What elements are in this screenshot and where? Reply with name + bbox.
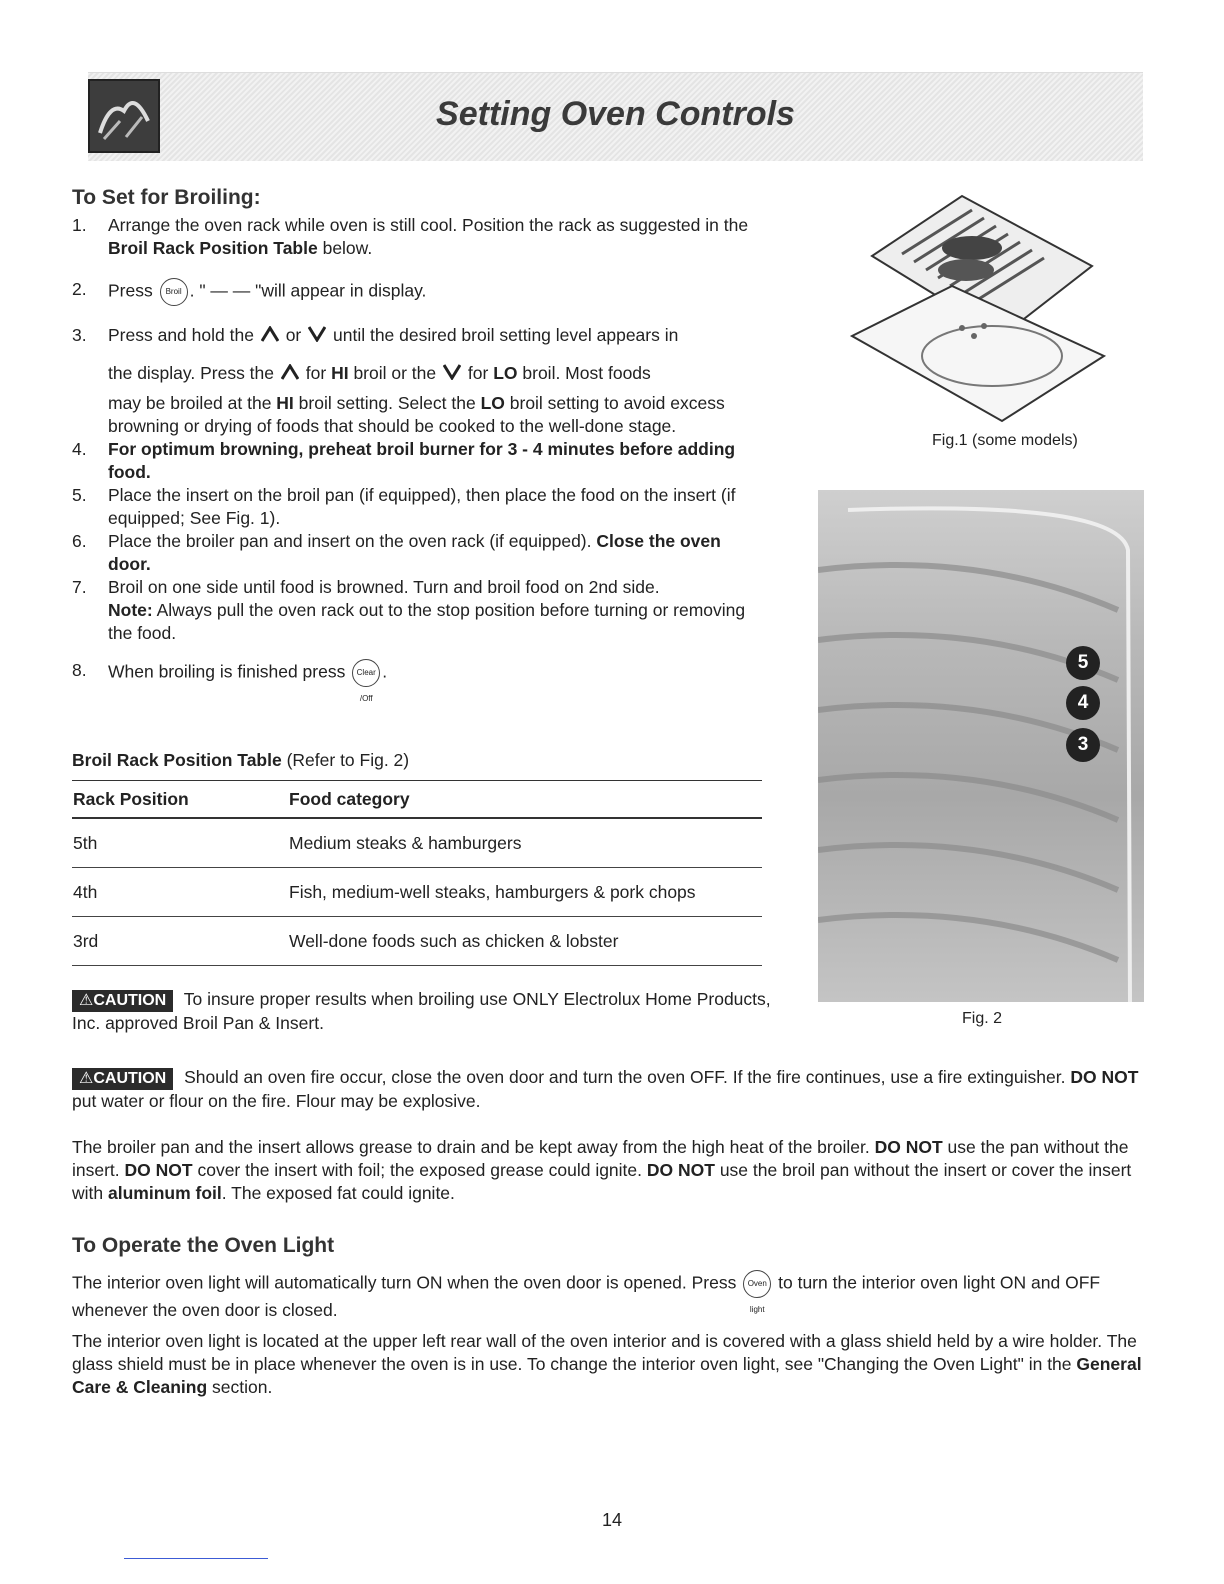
oven-light-heading: To Operate the Oven Light: [72, 1234, 335, 1257]
step-3: 3. Press and hold the or until the desired broil setting level appears in the display. Press the for HI broil or the for LO broil. Most foods may be broiled at the HI broil setting. Select the LO broil setting to avoid excess browning or drying of foods that should be cooked to the well-done stage.: [72, 325, 725, 436]
oven-light-paragraph-1: The interior oven light will automatically turn ON when the oven door is opened. Press Oven light to turn the interior oven light ON and OFF whenever the oven door is closed.: [72, 1270, 1152, 1322]
rack-position-5-badge: 5: [1066, 646, 1100, 680]
rack-position-3-badge: 3: [1066, 728, 1100, 762]
up-arrow-icon: [279, 363, 301, 386]
fig2-caption: Fig. 2: [962, 1010, 1003, 1027]
oven-light-button-icon: Oven light: [743, 1270, 771, 1298]
fig1-caption: Fig.1 (some models): [932, 432, 1078, 449]
broil-pan-illustration: [842, 186, 1114, 426]
table-title: Broil Rack Position Table (Refer to Fig. 2): [72, 750, 410, 770]
step-1: 1. Arrange the oven rack while oven is still cool. Position the rack as suggested in the Broil Rack Position Table below.: [72, 215, 749, 258]
up-arrow-icon: [259, 325, 281, 348]
caution-badge: ⚠CAUTION: [72, 1068, 173, 1090]
caution-broil-pan: ⚠CAUTION To insure proper results when broiling use ONLY Electrolux Home Products, Inc. approved Broil Pan & Insert.: [72, 989, 771, 1033]
table-row: 3rd Well-done foods such as chicken & lobster: [72, 917, 762, 966]
table-row: 5th Medium steaks & hamburgers: [72, 818, 762, 868]
footer-rule: [124, 1558, 268, 1559]
oven-interior-photo: [818, 490, 1144, 1002]
broil-rack-position-table: [72, 780, 762, 966]
down-arrow-icon: [441, 363, 463, 386]
step-2: 2. Press Broil . " — — "will appear in display.: [72, 278, 762, 306]
oven-light-paragraph-2: The interior oven light is located at the upper left rear wall of the oven interior and is covered with a glass shield held by a wire holder. The glass shield must be in place whenever the oven is in use. To change the interior oven light, see "Changing the Oven Light" in the General Care & Cleaning section.: [72, 1331, 1142, 1397]
step-5: 5. Place the insert on the broil pan (if equipped), then place the food on the insert (if equipped; See Fig. 1).: [72, 484, 736, 528]
caution-badge: ⚠CAUTION: [72, 990, 173, 1012]
down-arrow-icon: [306, 325, 328, 348]
broil-button-icon: Broil: [160, 278, 188, 306]
caution-oven-fire: ⚠CAUTION Should an oven fire occur, close the oven door and turn the oven OFF. If the fire continues, use a fire extinguisher. DO NOT put water or flour on the fire. Flour may be explosive.: [72, 1067, 1139, 1111]
step-6: 6. Place the broiler pan and insert on the oven rack (if equipped). Close the oven door.: [72, 530, 721, 574]
column-header-rack-position: Rack Position: [72, 781, 288, 819]
column-header-food-category: Food category: [288, 781, 762, 819]
broiler-pan-paragraph: The broiler pan and the insert allows grease to drain and be kept away from the high heat of the broiler. DO NOT use the pan without the insert. DO NOT cover the insert with foil; the exposed grease could ignite. DO NOT use the broil pan without the insert or cover the insert with aluminum foil. The exposed fat could ignite.: [72, 1137, 1132, 1203]
page-number: 14: [601, 1510, 623, 1530]
section-header-banner: [88, 72, 1143, 161]
step-8: 8. When broiling is finished press Clear /Off.: [72, 659, 388, 703]
page-title: Setting Oven Controls: [436, 95, 795, 133]
step-7: 7. Broil on one side until food is browned. Turn and broil food on 2nd side. Note: Always pull the oven rack out to the stop position before turning or removing the food.: [72, 576, 746, 643]
clear-off-button-icon: Clear /Off: [352, 659, 380, 687]
step-4: 4. For optimum browning, preheat broil burner for 3 - 4 minutes before adding food.: [72, 438, 736, 482]
broiling-steps-list: [72, 214, 762, 703]
broiling-heading: To Set for Broiling:: [72, 186, 261, 209]
table-row: 4th Fish, medium-well steaks, hamburgers & pork chops: [72, 868, 762, 917]
rack-position-4-badge: 4: [1066, 686, 1100, 720]
